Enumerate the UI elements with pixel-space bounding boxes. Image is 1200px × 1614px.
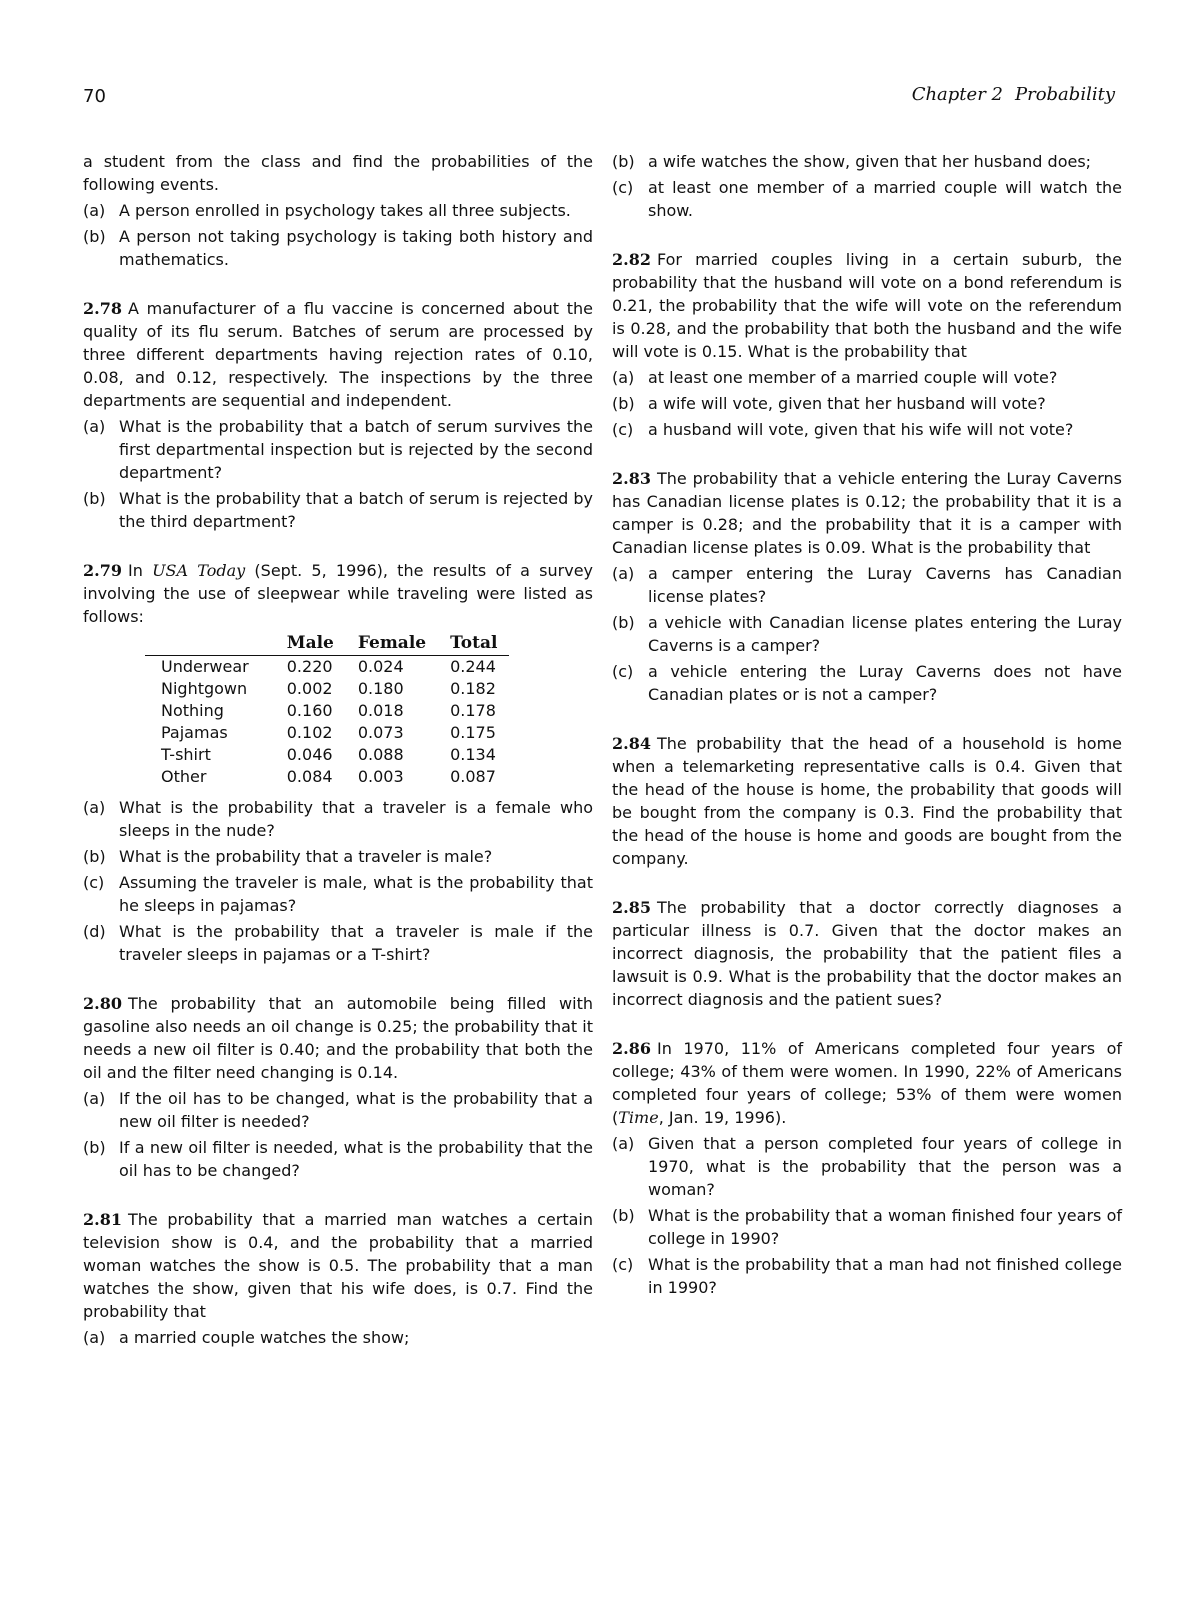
table-header-row <box>145 632 509 656</box>
problem-2-80 <box>83 992 593 1182</box>
problem-2-78 <box>83 297 593 533</box>
problem-text: For married couples living in a certain suburb, the probability that the husband will vote on a bond referendum is 0.21, the probability that the wife will vote on the referendum is 0.28, and the probability that both the husband and the wife will vote is 0.15. What is the probability that <box>612 250 1122 361</box>
problem-part: (d) What is the probability that a traveler is male if the traveler sleeps in pajamas or a T-shirt? <box>83 922 593 964</box>
problem-text: The probability that a vehicle entering the Luray Caverns has Canadian license plates is 0.12; the probability that it is a camper is 0.28; and the probability that it is a camper with Canadian license plates is 0.09. What is the probability that <box>612 469 1122 557</box>
problem-part: (b) If a new oil filter is needed, what is the probability that the oil has to be changed? <box>83 1138 593 1180</box>
left-column <box>83 150 593 1375</box>
problem-number: 2.86 <box>612 1039 651 1058</box>
table-header <box>145 632 275 656</box>
source-citation: USA Today <box>152 561 246 580</box>
problem-continued <box>83 150 593 271</box>
problem-text: The probability that a doctor correctly diagnoses a particular illness is 0.7. Given that the doctor makes an incorrect diagnosis, the probability that the patient files a lawsuit is 0.9. What is the probability that the doctor makes an incorrect diagnosis and the patient sues? <box>612 898 1122 1009</box>
problem-part: (c) a vehicle entering the Luray Caverns does not have Canadian plates or is not a camper? <box>612 662 1122 704</box>
right-column <box>612 150 1122 1325</box>
problem-part: (a) at least one member of a married couple will vote? <box>612 368 1058 387</box>
problem-2-79: 2.79 In USA Today (Sept. 5, 1996), the results of a survey involving the use of sleepwear while traveling were listed as follows: Male Female Total Underwear 0.220 0.024 0.244 Nightgown 0.002 0.180 0.182 Nothing 0.160 0.018 0.178 Pajamas 0.102 0.073 0.175 T-shirt 0.046 0.088 0.134 Other 0.084 0.003 0.087 (a) What is the probability that a traveler is a female who sleeps in the nude? (b) What is the probability that a traveler is male? (c) Assuming the traveler is male, what is the probability that he sleeps in pajamas? (d) What is the probability that a traveler is male if the traveler sleeps in pajamas or a T-shirt? <box>83 561 594 964</box>
problem-parts <box>612 150 1122 222</box>
problem-number: 2.80 <box>83 994 122 1013</box>
problem-text: The probability that the head of a household is home when a telemarketing representative calls is 0.4. Given that the head of the house is home, the probability that goods will be bought from the company is 0.3. Find the probability that the head of the house is home and goods are bought from the company. <box>612 734 1122 868</box>
problem-parts <box>612 1132 1122 1299</box>
problem-2-85 <box>612 896 1122 1011</box>
problem-2-81-continued <box>612 150 1122 222</box>
problem-number: 2.85 <box>612 898 651 917</box>
problem-part: (a) If the oil has to be changed, what is the probability that a new oil filter is needed? <box>83 1089 593 1131</box>
table-header: Total <box>438 632 509 656</box>
problem-part: (b) a wife watches the show, given that her husband does; <box>612 152 1092 171</box>
problem-part: (c) What is the probability that a man had not finished college in 1990? <box>612 1255 1122 1297</box>
problem-number: 2.78 <box>83 299 122 318</box>
table-row: Pajamas 0.102 0.073 0.175 <box>161 723 496 742</box>
problem-number: 2.79 <box>83 561 122 580</box>
problem-part: (b) a wife will vote, given that her husband will vote? <box>612 394 1046 413</box>
problem-part: (a) a camper entering the Luray Caverns has Canadian license plates? <box>612 564 1122 606</box>
problem-part: (b) a vehicle with Canadian license plates entering the Luray Caverns is a camper? <box>612 613 1122 655</box>
problem-2-83 <box>612 467 1122 706</box>
problem-part: (b) A person not taking psychology is taking both history and mathematics. <box>83 227 593 269</box>
problem-part: (b) What is the probability that a batch of serum is rejected by the third department? <box>83 489 593 531</box>
problem-part: (c) Assuming the traveler is male, what is the probability that he sleeps in pajamas? <box>83 873 593 915</box>
problem-text: The probability that a married man watches a certain television show is 0.4, and the probability that a married woman watches the show is 0.5. The probability that a man watches the show, given that his wife does, is 0.7. Find the probability that <box>83 1210 593 1321</box>
problem-parts <box>612 366 1122 441</box>
table-row: Underwear 0.220 0.024 0.244 <box>161 657 496 676</box>
problem-part: (b) What is the probability that a traveler is male? <box>83 847 493 866</box>
sleepwear-table <box>145 632 509 788</box>
problem-part: (c) a husband will vote, given that his wife will not vote? <box>612 420 1074 439</box>
page-number: 70 <box>83 86 106 107</box>
table-row: Nothing 0.160 0.018 0.178 <box>161 701 496 720</box>
table-row: Other 0.084 0.003 0.087 <box>161 767 496 786</box>
problem-number: 2.83 <box>612 469 651 488</box>
problem-parts <box>83 415 593 533</box>
problem-part: (a) A person enrolled in psychology takes all three subjects. <box>83 201 571 220</box>
table-header: Female <box>346 632 438 656</box>
problem-number: 2.81 <box>83 1210 122 1229</box>
problem-part: (a) Given that a person completed four years of college in 1970, what is the probability that the person was a woman? <box>612 1134 1122 1199</box>
problem-part: (a) a married couple watches the show; <box>83 1328 410 1347</box>
problem-parts <box>83 796 593 966</box>
running-head <box>912 84 1115 105</box>
table-row: T-shirt 0.046 0.088 0.134 <box>161 745 496 764</box>
problem-parts <box>83 1087 593 1182</box>
problem-part: (c) at least one member of a married couple will watch the show. <box>612 178 1122 220</box>
problem-parts <box>612 562 1122 706</box>
problem-text: A manufacturer of a flu vaccine is concerned about the quality of its flu serum. Batches of serum are processed by three different departments having rejection rates of 0.10, 0.08, and 0.12, respectively. The inspections by the three departments are sequential and independent. <box>83 299 593 410</box>
table-header: Male <box>275 632 346 656</box>
problem-part: (a) What is the probability that a batch of serum survives the first departmental inspection but is rejected by the second department? <box>83 417 593 482</box>
chapter-title: Probability <box>1014 84 1115 105</box>
chapter-label: Chapter 2 <box>911 84 1003 105</box>
problem-part: (b) What is the probability that a woman finished four years of college in 1990? <box>612 1206 1122 1248</box>
problem-2-81 <box>83 1208 593 1349</box>
problem-number: 2.82 <box>612 250 651 269</box>
problem-parts <box>83 1326 593 1349</box>
problem-part: (a) What is the probability that a traveler is a female who sleeps in the nude? <box>83 798 593 840</box>
problem-parts <box>83 199 593 271</box>
problem-number: 2.84 <box>612 734 651 753</box>
problem-2-86: 2.86 In 1970, 11% of Americans completed four years of college; 43% of them were women. In 1990, 22% of Americans completed four years of college; 53% of them were women (Time, Jan. 19, 1996). (a) Given that a person completed four years of college in 1970, what is the probability that the person was a woman? (b) What is the probability that a woman finished four years of college in 1990? (c) What is the probability that a man had not finished college in 1990? <box>612 1039 1122 1297</box>
problem-2-84 <box>612 732 1122 870</box>
problem-2-82 <box>612 248 1122 441</box>
table-row: Nightgown 0.002 0.180 0.182 <box>161 679 496 698</box>
problem-text: a student from the class and find the probabilities of the following events. <box>83 152 593 194</box>
source-citation: Time <box>618 1108 659 1127</box>
problem-text: The probability that an automobile being filled with gasoline also needs an oil change is 0.25; the probability that it needs a new oil filter is 0.40; and the probability that both the oil and the filter need changing is 0.14. <box>83 994 593 1082</box>
